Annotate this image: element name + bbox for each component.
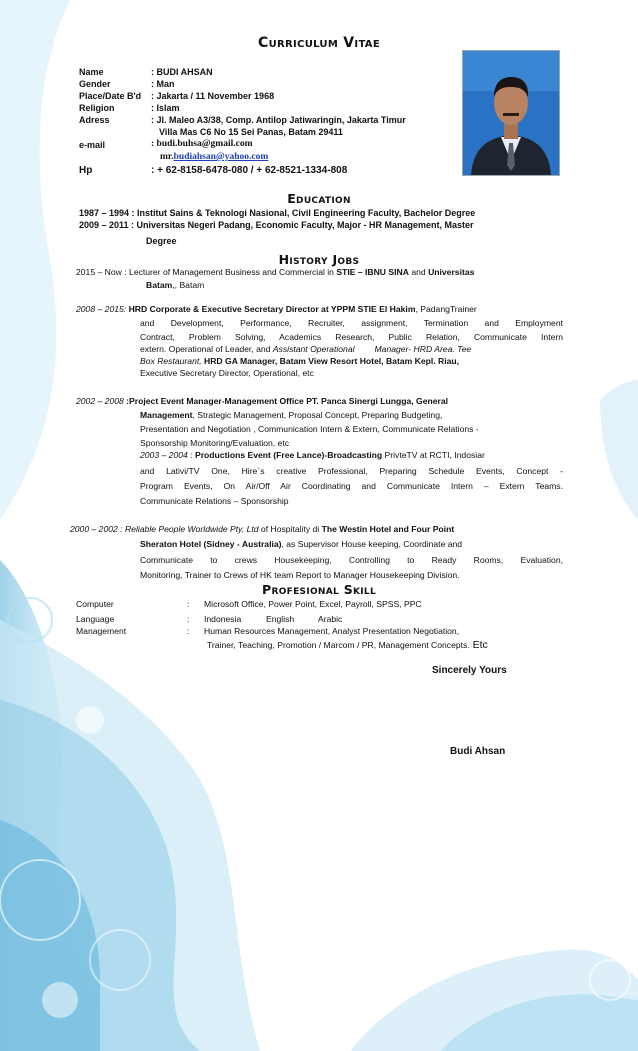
job-2-period: 2008 – 2015: xyxy=(76,304,127,314)
job-2-line-4 xyxy=(140,344,471,354)
job-1-org-1: STIE – IBNU SINA xyxy=(336,267,409,277)
gender-label: Gender xyxy=(79,79,111,89)
skill-management-line-1: Human Resources Management, Analyst Presentation Negotiation, xyxy=(204,626,460,636)
job-4-line-2 xyxy=(140,539,462,549)
job-3-line-2 xyxy=(140,410,442,420)
email-label: e-mail xyxy=(79,140,106,150)
name-value: : BUDI AHSAN xyxy=(151,67,213,77)
hp-label: Hp xyxy=(79,165,93,176)
skills-heading: Profesional Skill xyxy=(262,582,376,597)
job-3-l5b: : xyxy=(187,450,195,460)
job-3-l5c: Productions Event (Free Lance)-Broadcasting xyxy=(194,450,383,460)
history-heading: History Jobs xyxy=(278,252,360,267)
cv-title: Curriculum Vitae xyxy=(258,35,380,51)
job-3-l2a: Management xyxy=(140,410,193,420)
birth-value: : Jakarta / 11 November 1968 xyxy=(151,91,275,101)
job-4-l1a: 2000 – 2002 : Reliable People Worldwide Pty, Ltd xyxy=(70,524,259,534)
job-3-line-3: Presentation and Negotiation , Communication Intern & Extern, Communicate Relations - xyxy=(140,424,479,434)
skill-management-label: Management xyxy=(76,626,127,636)
job-4-line-4: Monitoring, Trainer to Crews of HK team Report to Manager Housekeeping Division. xyxy=(140,570,460,580)
job-3-l5a: 2003 – 2004 xyxy=(140,450,188,460)
job-4-l1c: The Westin Hotel and Four Point xyxy=(321,524,455,534)
skill-language-sep: : xyxy=(187,614,190,624)
job-1-org-2: Universitas xyxy=(428,267,475,277)
skill-language-1: Indonesia xyxy=(204,614,242,624)
job-2-l5b: HRD GA Manager, Batam View Resort Hotel, Batam Kepl. Riau, xyxy=(201,356,460,366)
job-3-period: 2002 – 2008 xyxy=(76,396,124,406)
skill-management-sep: : xyxy=(187,626,190,636)
education-row-2-cont: Degree xyxy=(146,236,177,246)
job-3-line-7: Program Events, On Air/Off Air Coordinating and Communicate Intern – Extern Teams. xyxy=(140,481,563,491)
job-1-line-1 xyxy=(76,267,474,277)
closing-sincerely: Sincerely Yours xyxy=(432,665,507,676)
email-link[interactable]: budiahsan@yahoo.com xyxy=(173,152,269,162)
job-4-l2a: Sheraton Hotel (Sidney - Australia) xyxy=(140,539,282,549)
job-4-line-3: Communicate to crews Housekeeping, Controlling to Ready Rooms, Evaluation, xyxy=(140,555,563,565)
job-1-line-2 xyxy=(146,280,204,290)
skill-computer-label: Computer xyxy=(76,599,114,609)
skill-management-l2: Trainer, Teaching, Promotion / Marcom / PR, Management Concepts. xyxy=(207,640,470,650)
job-4-line-1 xyxy=(70,524,454,534)
skill-language-2: English xyxy=(266,614,295,624)
job-2-line-2: and Development, Performance, Recruiter, assignment, Termination and Employment xyxy=(140,318,563,328)
job-2-title: HRD Corporate & Executive Secretary Director at YPPM STIE El Hakim xyxy=(126,304,416,314)
job-2-l4b: Assistant Operational xyxy=(272,344,355,354)
job-3-l1: :Project Event Manager-Management Office PT. Panca Sinergi Lungga, General xyxy=(123,396,449,406)
education-row-1: 1987 – 1994 : Institut Sains & Teknologi Nasional, Civil Engineering Faculty, Bachelor Degree xyxy=(79,208,476,218)
job-3-line-6: and Lativi/TV One, Hire`s creative Professional, Preparing Schedule Events, Concept - xyxy=(140,466,563,476)
email-prefix: mr. xyxy=(160,152,174,162)
skill-language-label: Language xyxy=(76,614,115,624)
education-heading: Education xyxy=(287,191,351,206)
signature-name: Budi Ahsan xyxy=(450,746,506,757)
job-1-and: and xyxy=(408,267,429,277)
job-3-line-1 xyxy=(76,396,448,406)
skill-language-3: Arabic xyxy=(318,614,343,624)
job-3-line-4: Sponsorship Monitoring/Evaluation, etc xyxy=(140,438,290,448)
religion-label: Religion xyxy=(79,103,115,113)
job-2-l4c: Manager- HRD Area. Tee xyxy=(374,344,472,354)
job-2-title-rest: , PadangTrainer xyxy=(415,304,477,314)
job-2-l4a: extern. Operational of Leader, and xyxy=(140,344,273,354)
job-1-role: : Lecturer of Management Business and Commercial in xyxy=(121,267,337,277)
email-line-1: : budi.buhsa@gmail.com xyxy=(151,139,253,149)
skill-management-l2-tail: Etc xyxy=(469,639,488,651)
education-row-2: 2009 – 2011 : Universitas Negeri Padang, Economic Faculty, Major - HR Management, Master xyxy=(79,220,474,230)
job-1-cont-bold: Batam xyxy=(146,280,173,290)
job-2-line-5 xyxy=(140,356,459,366)
birth-label: Place/Date B'd xyxy=(79,91,142,101)
job-1-cont: ,, Batam xyxy=(172,280,205,290)
job-2-line-6: Executive Secretary Director, Operational, etc xyxy=(140,368,314,378)
profile-photo xyxy=(462,50,560,176)
skill-management-line-2 xyxy=(207,639,488,651)
religion-value: : Islam xyxy=(151,103,180,113)
job-3-line-8: Communicate Relations – Sponsorship xyxy=(140,496,289,506)
gender-value: : Man xyxy=(151,79,175,89)
skill-computer-sep: : xyxy=(187,599,190,609)
job-3-line-5 xyxy=(140,450,485,460)
address-label: Adress xyxy=(79,115,110,125)
address-line-2: Villa Mas C6 No 15 Sei Panas, Batam 29411 xyxy=(159,127,343,137)
job-3-l2b: , Strategic Management, Proposal Concept, Preparing Budgeting, xyxy=(192,410,443,420)
email-line-2 xyxy=(160,152,268,162)
job-2-line-3: Contract, Problem Solving, Academics Research, Public Relation, Communicate Intern xyxy=(140,332,563,342)
job-4-l1b: of Hospitality di xyxy=(258,524,322,534)
name-label: Name xyxy=(79,67,104,77)
skill-computer-value: Microsoft Office, Power Point, Excel, Payroll, SPSS, PPC xyxy=(204,599,422,609)
job-2-line-1 xyxy=(76,304,477,314)
hp-value: : + 62-8158-6478-080 / + 62-8521-1334-808 xyxy=(151,165,348,176)
job-1-period: 2015 – Now xyxy=(76,267,122,277)
job-2-l5a: Box Restaurant, xyxy=(140,356,202,366)
address-line-1: : Jl. Maleo A3/38, Comp. Antilop Jatiwaringin, Jakarta Timur xyxy=(151,115,406,125)
job-4-l2b: , as Supervisor House keeping, Coordinate and xyxy=(281,539,463,549)
job-3-l5d: PrivteTV at RCTI, Indosiar xyxy=(382,450,485,460)
